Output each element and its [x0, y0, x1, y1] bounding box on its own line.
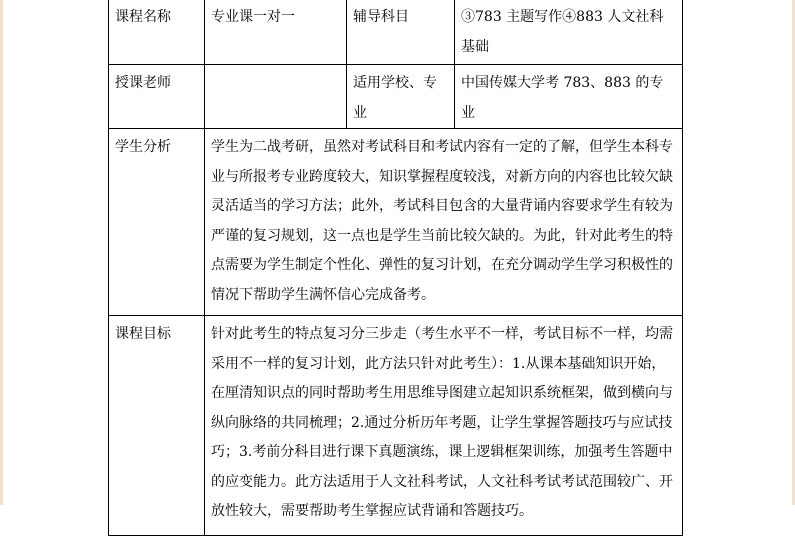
analysis-text: 学生为二战考研，虽然对考试科目和考试内容有一定的了解，但学生本科专业与所报考专业跨度较大，知识掌握程度较浅，对新方向的内容也比较欠缺灵活适当的学习方法；此外，考试科目包含的大量背诵内容要求学生有较为严谨的复习规划，这一点也是学生当前比较欠缺的。为此，针对此考生的特点需要为学生制定个性化、弹性的复习计划，在充分调动学生学习积极性的情况下帮助学生满怀信心完成备考。: [205, 129, 683, 316]
goal-text: 针对此考生的特点复习分三步走（考生水平不一样，考试目标不一样，均需采用不一样的复习计划，此方法只针对此考生）：1.从课本基础知识开始，在厘清知识点的同时帮助考生用思维导图建立起知识系统框架，做到横向与纵向脉络的共同梳理；2.通过分析历年考题，让学生掌握答题技巧与应试技巧；3.考前分科目进行课下真题演练，课上逻辑框架训练，加强考生答题中的应变能力。此方法适用于人文社科考试，人文社科考试考试范围较广、开放性较大，需要帮助考生掌握应试背诵和答题技巧。: [205, 316, 683, 536]
course-info-table: [108, 0, 683, 536]
table-row: [109, 129, 683, 316]
analysis-label: 学生分析: [109, 129, 205, 316]
teacher-value: [205, 65, 347, 129]
subject-value: ③783 主题写作④883 人文社科基础: [455, 0, 683, 65]
school-value: 中国传媒大学考 783、883 的专业: [455, 65, 683, 129]
subject-label: 辅导科目: [347, 0, 455, 65]
table-row: [109, 65, 683, 129]
table-row: [109, 0, 683, 65]
table-row: [109, 316, 683, 536]
goal-label: 课程目标: [109, 316, 205, 536]
course-name-label: 课程名称: [109, 0, 205, 65]
school-label: 适用学校、专业: [347, 65, 455, 129]
page-edge-left: [0, 0, 3, 505]
teacher-label: 授课老师: [109, 65, 205, 129]
course-name-value: 专业课一对一: [205, 0, 347, 65]
